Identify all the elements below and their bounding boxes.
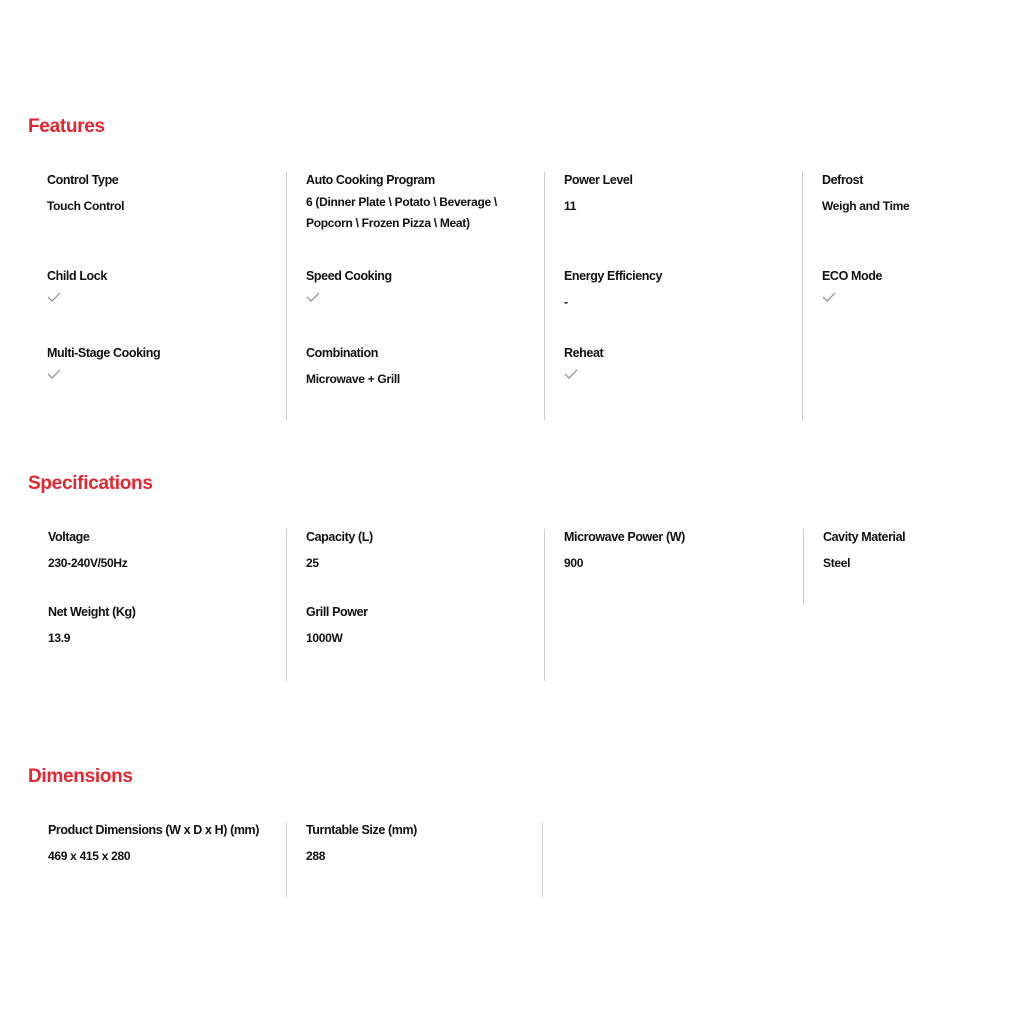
spec-label: Net Weight (Kg): [48, 605, 136, 619]
feature-label: Power Level: [564, 173, 633, 187]
specifications-column-3: [544, 529, 774, 681]
feature-label: Defrost: [822, 173, 863, 187]
feature-value: Touch Control: [47, 199, 125, 213]
dim-label: Product Dimensions (W x D x H) (mm): [48, 823, 260, 837]
feature-value-line-2: Popcorn \ Frozen Pizza \ Meat): [306, 216, 470, 230]
spec-value: 230-240V/50Hz: [48, 556, 128, 570]
feature-label: Control Type: [47, 173, 119, 187]
feature-auto-cooking-program: [306, 172, 521, 234]
feature-label: Reheat: [564, 346, 604, 360]
feature-speed-cooking: [306, 268, 521, 303]
features-column-4: [802, 172, 1002, 420]
feature-defrost: [822, 172, 1002, 217]
feature-label: Energy Efficiency: [564, 269, 663, 283]
spec-voltage: [48, 529, 263, 574]
spec-label: Capacity (L): [306, 530, 373, 544]
dim-value: 469 x 415 x 280: [48, 849, 131, 863]
features-column-1: [28, 172, 258, 420]
spec-grill-power: [306, 604, 521, 649]
spec-label: Cavity Material: [823, 530, 906, 544]
feature-label: Auto Cooking Program: [306, 173, 435, 187]
check-icon: [47, 291, 61, 303]
dim-label: Turntable Size (mm): [306, 823, 417, 837]
specifications-column-2: [286, 529, 516, 681]
spec-capacity: [306, 529, 521, 574]
dimensions-column-1: [29, 822, 259, 897]
feature-energy-efficiency: [564, 268, 779, 313]
specifications-column-4: [803, 529, 1003, 605]
dimensions-heading: Dimensions: [28, 766, 133, 787]
feature-reheat: [564, 345, 779, 380]
features-heading: Features: [28, 116, 105, 137]
feature-multi-stage-cooking: [47, 345, 262, 380]
feature-value: Weigh and Time: [822, 199, 910, 213]
feature-value: 11: [564, 199, 577, 213]
dimensions-column-2: [286, 822, 516, 897]
dim-turntable-size: [306, 822, 521, 867]
spec-value: 13.9: [48, 631, 71, 645]
spec-label: Grill Power: [306, 605, 368, 619]
feature-label: Child Lock: [47, 269, 107, 283]
feature-value-line-1: 6 (Dinner Plate \ Potato \ Beverage \: [306, 195, 497, 209]
feature-power-level: [564, 172, 779, 217]
specifications-heading: Specifications: [28, 473, 153, 494]
feature-combination: [306, 345, 521, 390]
spec-value: Steel: [823, 556, 851, 570]
check-icon: [822, 291, 836, 303]
features-column-2: [286, 172, 516, 420]
feature-value: -: [564, 295, 568, 309]
feature-label: Speed Cooking: [306, 269, 392, 283]
feature-eco-mode: [822, 268, 1002, 303]
spec-net-weight: [48, 604, 263, 649]
spec-value: 900: [564, 556, 584, 570]
feature-value: [306, 192, 521, 234]
feature-label: Multi-Stage Cooking: [47, 346, 161, 360]
feature-child-lock: [47, 268, 262, 303]
spec-microwave-power: [564, 529, 779, 574]
feature-label: ECO Mode: [822, 269, 882, 283]
check-icon: [47, 368, 61, 380]
spec-cavity-material: [823, 529, 1003, 574]
specifications-column-1: [29, 529, 259, 681]
check-icon: [306, 291, 320, 303]
dim-product-dimensions: [48, 822, 263, 867]
spec-label: Voltage: [48, 530, 90, 544]
spec-label: Microwave Power (W): [564, 530, 685, 544]
check-icon: [564, 368, 578, 380]
features-column-3: [544, 172, 774, 420]
feature-value: Microwave + Grill: [306, 372, 400, 386]
spec-value: 25: [306, 556, 319, 570]
feature-label: Combination: [306, 346, 378, 360]
dimensions-column-3: [542, 822, 772, 897]
spec-value: 1000W: [306, 631, 343, 645]
dim-value: 288: [306, 849, 326, 863]
feature-control-type: [47, 172, 262, 217]
